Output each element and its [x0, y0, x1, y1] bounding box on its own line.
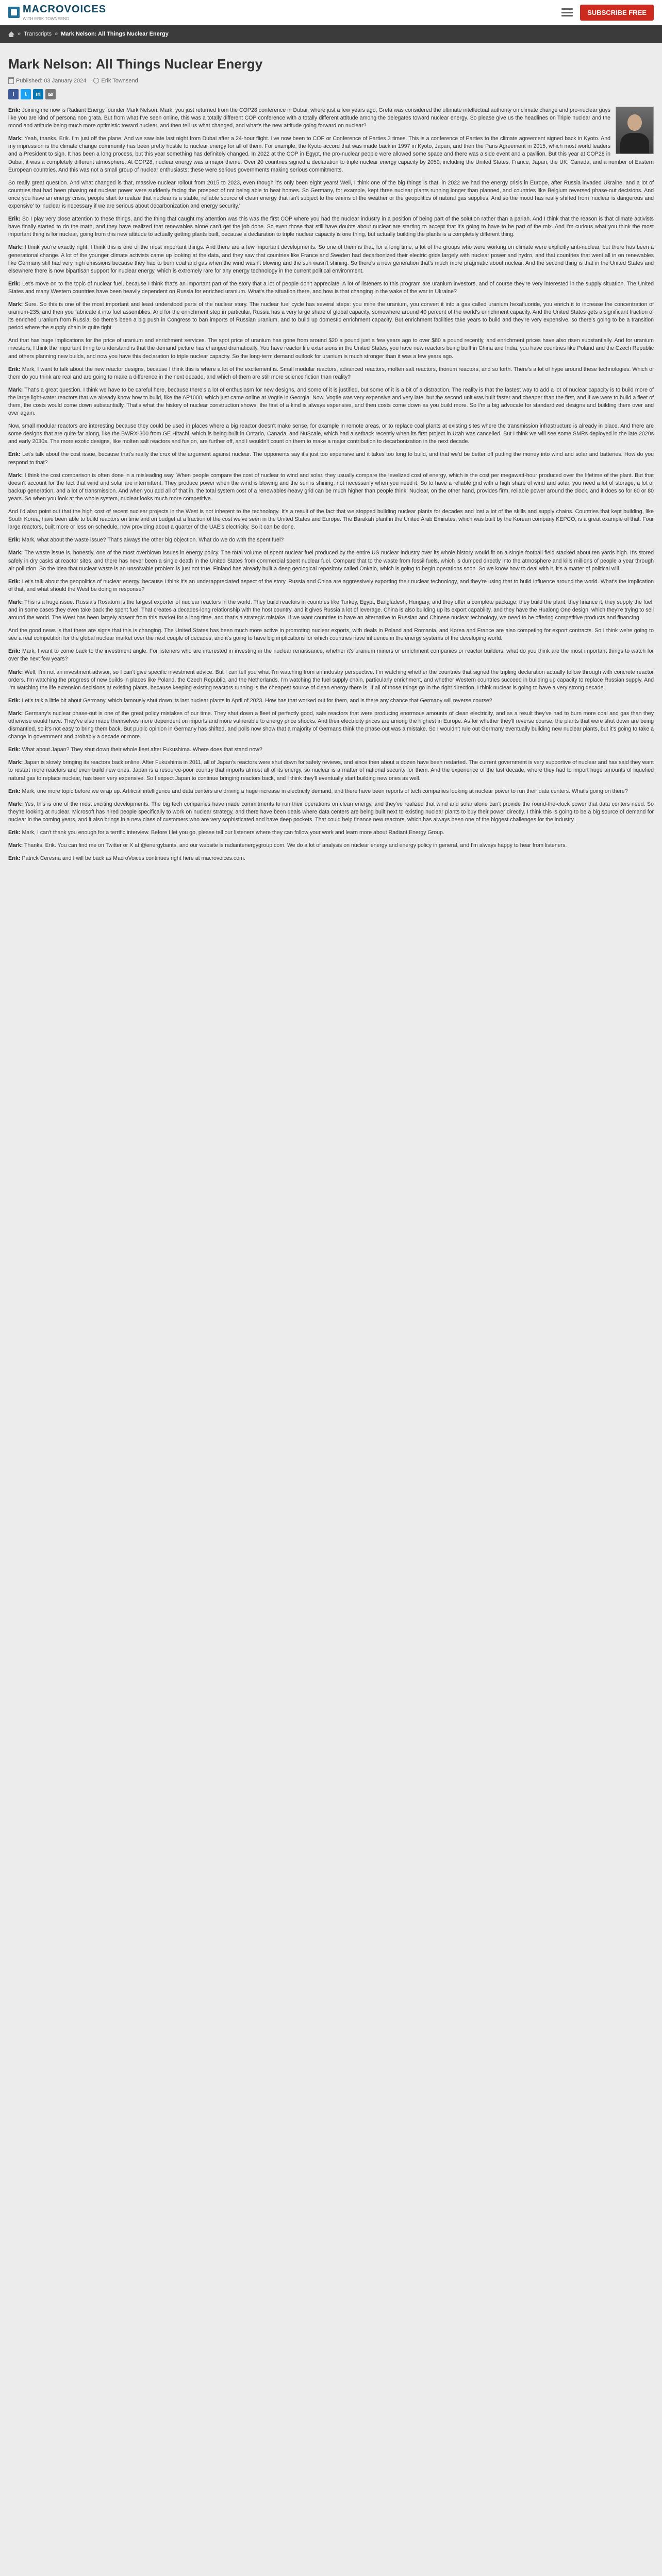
- transcript-paragraph: [8, 669, 654, 692]
- speaker-label: Erik:: [8, 648, 21, 655]
- transcript-paragraph: [8, 472, 654, 503]
- transcript-paragraph: [8, 697, 654, 705]
- speaker-label: Erik:: [8, 366, 21, 372]
- paragraph-text: Mark, I want to come back to the investment angle. For listeners who are interested in investing in the nuclear renaissance, whether it's uranium miners or enrichment companies or reactor builders, what do you think are the most important things to watch for over the next few years?: [8, 648, 654, 663]
- paragraph-text: Sure. So this is one of the most important and least understood parts of the nuclear story. The nuclear fuel cycle has several steps: you mine the uranium, you convert it into a gas called uranium hexafluoride, you enrich it to increase the concentration of uranium-235, and then you fabricate it into fuel assemblies. And for the enrichment step in particular, Russia has a very large share of global capacity, somewhere around 40 percent of the world's enrichment capacity. And the United States gets a significant fraction of its enriched uranium from Russia. So there's been a big push in Congress to ban imports of Russian uranium, and to build up domestic enrichment capacity. But enrichment facilities take years to build and they're very expensive, so there's going to be a transition period where the supply chain is quite tight.: [8, 301, 654, 331]
- transcript-body: [8, 107, 654, 868]
- transcript-paragraph: [8, 627, 654, 642]
- paragraph-text: And that has huge implications for the price of uranium and enrichment services. The spot price of uranium has gone from around $20 a pound just a few years ago to over $80 a pound recently, and enrichment prices have also risen substantially. And for uranium investors, I think the important thing to understand is that the demand picture has changed dramatically. You have reactor life extensions in the United States, you have new reactors being built in China and India, you have countries like Poland and the Czech Republic and others planning new builds, and now you have this declaration to triple nuclear capacity. So the long-term demand outlook for uranium is much stronger than it was a few years ago.: [8, 337, 654, 360]
- paragraph-text: What about Japan? They shut down their whole fleet after Fukushima. Where does that stand now?: [22, 747, 262, 753]
- transcript-paragraph: [8, 801, 654, 824]
- speaker-label: Mark:: [8, 135, 23, 142]
- subscribe-button[interactable]: SUBSCRIBE FREE: [580, 5, 654, 21]
- speaker-label: Mark:: [8, 710, 23, 717]
- paragraph-text: So I play very close attention to these things, and the thing that caught my attention was this was the first COP where you had the nuclear industry in a position of being part of the solution rather than a pariah. And I think that the reason is that climate activists have finally started to do the math, and they have realized that renewables alone can't get the job done. So even those that still have doubts about nuclear are starting to accept that it's going to have to be part of the mix. And I'm curious what you think the most important thing is for nuclear, going from this new attitude to actually getting plants built, because a declaration to triple nuclear capacity is one thing, but actually building the plants is a completely different thing.: [8, 216, 654, 238]
- paragraph-text: Yeah, thanks, Erik. I'm just off the plane. And we saw late last night from Dubai after a 24-hour flight. I've now been to COP or Conference of Parties 3 times. This is a conference of Parties to the climate agreement signed back in Kyoto. And my impression is the climate change community has been pretty hostile to nuclear energy for all of them. For example, the Kyoto accord that was made back in 1997 in Kyoto, Japan, and then the Paris Agreement in 2015, which most world leaders and a President to sign. It has been a long process, but this year something has definitely changed. In 2022 at the COP in Egypt, the pro-nuclear people were allowed some space and there was a side event and a pavilion. But this year at COP28 in Dubai, it was a completely different atmosphere. At COP28, nuclear energy was a major theme. Over 20 countries signed a declaration to triple nuclear energy capacity by 2050, including the United States, France, Japan, the UK, Canada, and a number of Eastern European countries. And this was not a small group of nuclear enthusiasts; these were serious governments making serious commitments.: [8, 135, 654, 173]
- menu-icon[interactable]: [561, 8, 573, 16]
- paragraph-text: Mark, I can't thank you enough for a terrific interview. Before I let you go, please tell our listeners where they can follow your work and learn more about Radiant Energy Group.: [22, 829, 444, 836]
- transcript-paragraph: [8, 578, 654, 594]
- speaker-label: Erik:: [8, 578, 21, 585]
- paragraph-text: Mark, one more topic before we wrap up. Artificial intelligence and data centers are driving a huge increase in electricity demand, and there have been reports of tech companies looking at nuclear power to run their data centers. What's going on there?: [22, 788, 628, 794]
- speaker-label: Erik:: [8, 855, 21, 862]
- transcript-paragraph: [8, 710, 654, 741]
- transcript-paragraph: [8, 422, 654, 446]
- facebook-share-icon[interactable]: f: [8, 89, 19, 99]
- transcript-paragraph: [8, 508, 654, 531]
- paragraph-text: I think the cost comparison is often done in a misleading way. When people compare the cost of nuclear to wind and solar, they usually compare the levelized cost of energy, which is the cost per megawatt-hour produced over the lifetime of the plant. But that doesn't account for the fact that wind and solar are intermittent. They produce power when the wind is blowing and the sun is shining, not necessarily when you need it. So to have a reliable grid with a high share of wind and solar, you need a lot of storage, a lot of backup generation, and a lot of transmission. And when you add all of that in, the total system cost of a renewables-heavy grid can be much higher than people think. Nuclear, on the other hand, provides firm, reliable power around the clock, and it does so for 60 or 80 years. So when you look at the whole system, nuclear looks much more competitive.: [8, 472, 654, 502]
- transcript-paragraph: [8, 746, 654, 754]
- user-icon: [93, 78, 99, 83]
- transcript-paragraph: [8, 549, 654, 572]
- transcript-paragraph: [8, 855, 654, 862]
- email-share-icon[interactable]: ✉: [45, 89, 56, 99]
- speaker-label: Erik:: [8, 451, 21, 458]
- linkedin-share-icon[interactable]: in: [33, 89, 43, 99]
- transcript-paragraph: [8, 788, 654, 795]
- speaker-label: Erik:: [8, 829, 21, 836]
- transcript-paragraph: [8, 244, 654, 275]
- transcript-paragraph: [8, 280, 654, 296]
- paragraph-text: Now, small modular reactors are interesting because they could be used in places where a big reactor doesn't make sense, for example in remote areas, or to replace coal plants at existing sites where the transmission infrastructure is already in place. And there are some designs that are quite far along, like the BWRX-300 from GE Hitachi, which is being built in Ontario, Canada, and NuScale, which had a setback recently when its first project in Utah was cancelled. But I think we will see some SMRs deployed in the late 2020s and early 2030s. The more exotic designs, like molten salt reactors and fusion, are further off, and I wouldn't count on them to make a major contribution to decarbonization in the next decade.: [8, 423, 654, 445]
- paragraph-text: Let's talk about the geopolitics of nuclear energy, because I think it's an underappreciated aspect of the story. Russia and China are aggressively exporting their nuclear technology, and they're using that to build influence around the world. What's the implication of that, and what should the West be doing in response?: [8, 578, 654, 592]
- breadcrumb-transcripts[interactable]: Transcripts: [24, 31, 52, 37]
- speaker-label: Mark:: [8, 599, 23, 605]
- paragraph-text: Yes, this is one of the most exciting developments. The big tech companies have made commitments to run their operations on clean energy, and they've realized that wind and solar alone can't provide the round-the-clock power that data centers need. So they're looking at nuclear. Microsoft has hired people specifically to work on nuclear strategy, and there have been deals where data centers are being built next to existing nuclear plants to buy their power directly. I think this is going to be a big source of demand for nuclear in the coming years, and it also brings in a new class of customers who are very sophisticated and have deep pockets. That could help finance new reactors, which has always been one of the biggest challenges for the industry.: [8, 801, 654, 823]
- paragraph-text: Patrick Ceresna and I will be back as MacroVoices continues right here at macrovoices.com.: [22, 855, 245, 862]
- speaker-label: Erik:: [8, 107, 21, 113]
- paragraph-text: Let's talk a little bit about Germany, which famously shut down its last nuclear plants in April of 2023. How has that worked out for them, and is there any chance that Germany will reverse course?: [22, 697, 492, 704]
- article-meta: [8, 77, 654, 84]
- speaker-label: Erik:: [8, 697, 21, 704]
- transcript-paragraph: [8, 301, 654, 332]
- paragraph-text: Mark, what about the waste issue? That's always the other big objection. What do we do with the spent fuel?: [22, 537, 284, 544]
- logo-text: MACROVOICES: [23, 4, 107, 15]
- paragraph-text: Mark, I want to talk about the new reactor designs, because I think this is where a lot of the excitement is. Small modular reactors, advanced reactors, molten salt reactors, thorium reactors, and so forth. There's a lot of hype around these technologies. Which of them do you think are real and are going to make a difference in the next decade, and which of them are still more science fiction than reality?: [8, 366, 654, 380]
- transcript-paragraph: [8, 842, 654, 850]
- logo-mark-icon: [8, 7, 20, 18]
- paragraph-text: And I'd also point out that the high cost of recent nuclear projects in the West is not inherent to the technology. It's a result of the fact that we stopped building nuclear plants for decades and lost a lot of the skills and supply chains. Countries that kept building, like South Korea, have been able to build reactors on time and on budget at a fraction of the cost we've seen in the United States and Europe. The Barakah plant in the United Arab Emirates, which was built by the Korean company KEPCO, is a great example of that. Four large reactors, built more or less on schedule, now providing about a quarter of the UAE's electricity. So it can be done.: [8, 509, 654, 531]
- calendar-icon: [8, 77, 14, 84]
- paragraph-text: Germany's nuclear phase-out is one of the great policy mistakes of our time. They shut down a fleet of perfectly good, safe reactors that were producing enormous amounts of clean electricity, and as a result they've had to burn more coal and gas than they otherwise would have. They've also made themselves more dependent on imports and more vulnerable to energy price shocks. And their electricity prices are among the highest in Europe. As for whether they'll reverse course, the plants that were shut down are being dismantled, so it's not easy to bring them back. But public opinion in Germany has shifted, and polls now show that a majority of Germans think the phase-out was a mistake. So I wouldn't rule out Germany eventually building new nuclear plants, but it's going to take a change in government and probably a decade or more.: [8, 710, 654, 740]
- speaker-label: Mark:: [8, 669, 23, 675]
- transcript-paragraph: [8, 829, 654, 837]
- publish-date: Published: 03 January 2024: [16, 77, 87, 84]
- transcript-paragraph: [8, 648, 654, 663]
- speaker-label: Erik:: [8, 788, 21, 794]
- breadcrumb-separator: »: [55, 31, 58, 37]
- speaker-label: Erik:: [8, 747, 21, 753]
- main-content: [0, 43, 662, 868]
- share-buttons: [8, 89, 654, 99]
- page-title: Mark Nelson: All Things Nuclear Energy: [8, 56, 263, 72]
- paragraph-text: Well, I'm not an investment advisor, so I can't give specific investment advice. But I can tell you what I'm watching from an industry perspective. I'm watching whether the countries that signed the tripling declaration actually follow through with concrete reactor orders. I'm watching the progress of new builds in places like Poland, the Czech Republic, and the Netherlands. I'm watching the fuel supply chain, particularly enrichment, and whether Western countries succeed in building up capacity to replace Russian supply. And I'm watching the life extension decisions at existing plants, because keeping existing reactors running is the cheapest source of clean energy there is. If all of those things go in the right direction, I think nuclear is going to have a very strong decade.: [8, 669, 654, 691]
- speaker-label: Mark:: [8, 550, 23, 556]
- paragraph-text: That's a great question. I think we have to be careful here, because there's a lot of enthusiasm for new designs, and some of it is justified, but some of it is a bit of a distraction. The reality is that the fastest way to add a lot of nuclear capacity is to build more of the large light-water reactors that we already know how to build, like the AP1000, which just came online at Vogtle in Georgia. Now, Vogtle was very expensive and very late, but the second unit was built faster and cheaper than the first, and if we were to build a fleet of them, the costs would come down substantially. That's what the history of nuclear construction shows: the first of a kind is always expensive, and then costs come down as you build more. So I'm a big advocate for standardized designs and building them over and over again.: [8, 386, 654, 417]
- breadcrumb-current: Mark Nelson: All Things Nuclear Energy: [61, 31, 169, 37]
- paragraph-text: And the good news is that there are signs that this is changing. The United States has been much more active in promoting nuclear exports, with deals in Poland and Romania, and Korea and France are also competing for export contracts. So I think we're going to see a real competition for the global nuclear market over the next couple of decades, and it's going to have big implications for which countries have influence in the energy systems of the developing world.: [8, 628, 654, 642]
- speaker-label: Erik:: [8, 280, 21, 287]
- transcript-paragraph: [8, 107, 654, 130]
- speaker-label: Mark:: [8, 301, 23, 308]
- paragraph-text: Let's move on to the topic of nuclear fuel, because I think that's an important part of the story that a lot of people don't appreciate. A lot of listeners to this program are uranium investors, and of course they're very interested in the supply situation. The United States and many Western countries have been heavily dependent on Russia for enriched uranium. What's the situation there, and how is that changing in the wake of the war in Ukraine?: [8, 280, 654, 295]
- transcript-paragraph: [8, 451, 654, 466]
- transcript-paragraph: [8, 759, 654, 782]
- speaker-label: Mark:: [8, 842, 23, 849]
- transcript-paragraph: [8, 599, 654, 622]
- breadcrumb: [0, 25, 662, 43]
- site-header: [0, 0, 662, 25]
- speaker-label: Mark:: [8, 801, 23, 807]
- guest-portrait: [616, 107, 654, 154]
- paragraph-text: Joining me now is Radiant Energy founder Mark Nelson. Mark, you just returned from the COP28 conference in Dubai, where just a few years ago, Greta was considered the ultimate intellectual authority on climate change and pro-nuclear guys like you are kind of persona non grata. But from what I've seen online, this was a totally different COP conference with a totally different attitude among the delegates toward nuclear energy. So please give us the headlines on Triple nuclear and the mood and attitude being much more optimistic toward nuclear, and then tell us what changed, and what's the new attitude going forward on nuclear?: [8, 107, 610, 129]
- speaker-label: Erik:: [8, 537, 21, 544]
- paragraph-text: So really great question. And what changed is that, massive nuclear rollout from 2015 to 2023, even though it's only been eight years! Well, I think one of the big things is that, in 2022 we had the energy crisis in Europe, after Russia invaded Ukraine, and a lot of countries that had been phasing out nuclear power were suddenly facing the prospect of not being able to heat homes. So Germany, for example, kept three nuclear plants running longer than planned, and countries like Belgium reversed phase-out decisions. And once you have an energy crisis, people start to realize that nuclear is a stable, reliable source of clean energy that isn't subject to the whims of the weather or the geopolitics of natural gas supplies. And so the mood has really shifted from 'nuclear is dangerous and expensive' to 'nuclear is necessary if we are serious about decarbonization and energy security.': [8, 179, 654, 210]
- breadcrumb-separator: »: [18, 31, 21, 37]
- transcript-paragraph: [8, 366, 654, 381]
- speaker-label: Erik:: [8, 216, 21, 223]
- transcript-paragraph: [8, 179, 654, 210]
- transcript-paragraph: [8, 337, 654, 360]
- twitter-share-icon[interactable]: t: [21, 89, 31, 99]
- author-name: Erik Townsend: [101, 77, 138, 84]
- home-icon[interactable]: [8, 31, 14, 37]
- transcript-paragraph: [8, 536, 654, 544]
- site-logo[interactable]: [8, 4, 106, 21]
- paragraph-text: Thanks, Erik. You can find me on Twitter or X at @energybants, and our website is radiantenergygroup.com. We do a lot of analysis on nuclear energy and energy policy in general, and I'm always happy to hear from listeners.: [24, 842, 567, 849]
- paragraph-text: I think you're exactly right. I think this is one of the most important things. And there are a few important developments. So one of them is that, for a long time, a lot of the groups who were working on climate were explicitly anti-nuclear, but there has been a generational change. A lot of the younger climate activists came up looking at the data, and they saw that countries like France and Sweden had decarbonized their electric grids largely with nuclear power and hydro, and that countries that went all in on renewables like Germany still had very high emissions because they had to burn coal and gas when the wind wasn't blowing and the sun wasn't shining. So there's a new generation that's much more pragmatic about nuclear. And the second thing is that in the United States and elsewhere there is now bipartisan support for nuclear energy, which is extremely rare for any energy technology in the current political environment.: [8, 244, 654, 274]
- paragraph-text: Let's talk about the cost issue, because that's really the crux of the argument against nuclear. The opponents say it's just too expensive and it takes too long to build, and that we'd be better off putting the money into wind and solar and batteries. How do you respond to that?: [8, 451, 654, 466]
- paragraph-text: The waste issue is, honestly, one of the most overblown issues in energy policy. The total volume of spent nuclear fuel produced by the entire US nuclear industry over its whole history would fit on a single football field stacked about ten yards high. It's stored safely in dry casks at reactor sites, and there has never been a single death in the United States from commercial spent nuclear fuel. Compare that to the waste from fossil fuels, which is dumped directly into the atmosphere and kills millions of people a year through air pollution. So the idea that nuclear waste is an unsolvable problem is just not true. Finland has already built a deep geological repository called Onkalo, which is going to begin operations soon. So we know how to deal with it, it's a matter of political will.: [8, 550, 654, 572]
- transcript-paragraph: [8, 386, 654, 417]
- speaker-label: Mark:: [8, 759, 23, 766]
- paragraph-text: Japan is slowly bringing its reactors back online. After Fukushima in 2011, all of Japan's reactors were shut down for safety reviews, and since then about a dozen have been restarted. The current government is very supportive of nuclear and has said they want to restart more reactors and even build new ones. Japan is a resource-poor country that imports almost all of its energy, so nuclear is a matter of national security for them. And the experience of the last decade, where they had to import huge amounts of liquefied natural gas to replace nuclear, has been very expensive. So I expect Japan to continue bringing reactors back, and I think they'll eventually start building new ones as well.: [8, 759, 654, 782]
- paragraph-text: This is a huge issue. Russia's Rosatom is the largest exporter of nuclear reactors in the world. They build reactors in countries like Turkey, Egypt, Bangladesh, Hungary, and they offer a complete package: they build the plant, they finance it, they supply the fuel, and in some cases they even take back the spent fuel. That creates a decades-long relationship with the host country, and it gives Russia a lot of leverage. China is also building up its export capability, and they have the Hualong One design, which they're trying to sell around the world. The West has been largely absent from this market for a long time, and that's a strategic mistake. If we want countries to have an alternative to Russian and Chinese nuclear technology, we need to be offering competitive products and financing.: [8, 599, 654, 621]
- logo-subtitle: WITH ERIK TOWNSEND: [23, 16, 69, 21]
- transcript-paragraph: [8, 215, 654, 239]
- speaker-label: Mark:: [8, 386, 23, 393]
- speaker-label: Mark:: [8, 472, 23, 479]
- transcript-paragraph: [8, 135, 654, 174]
- speaker-label: Mark:: [8, 244, 23, 251]
